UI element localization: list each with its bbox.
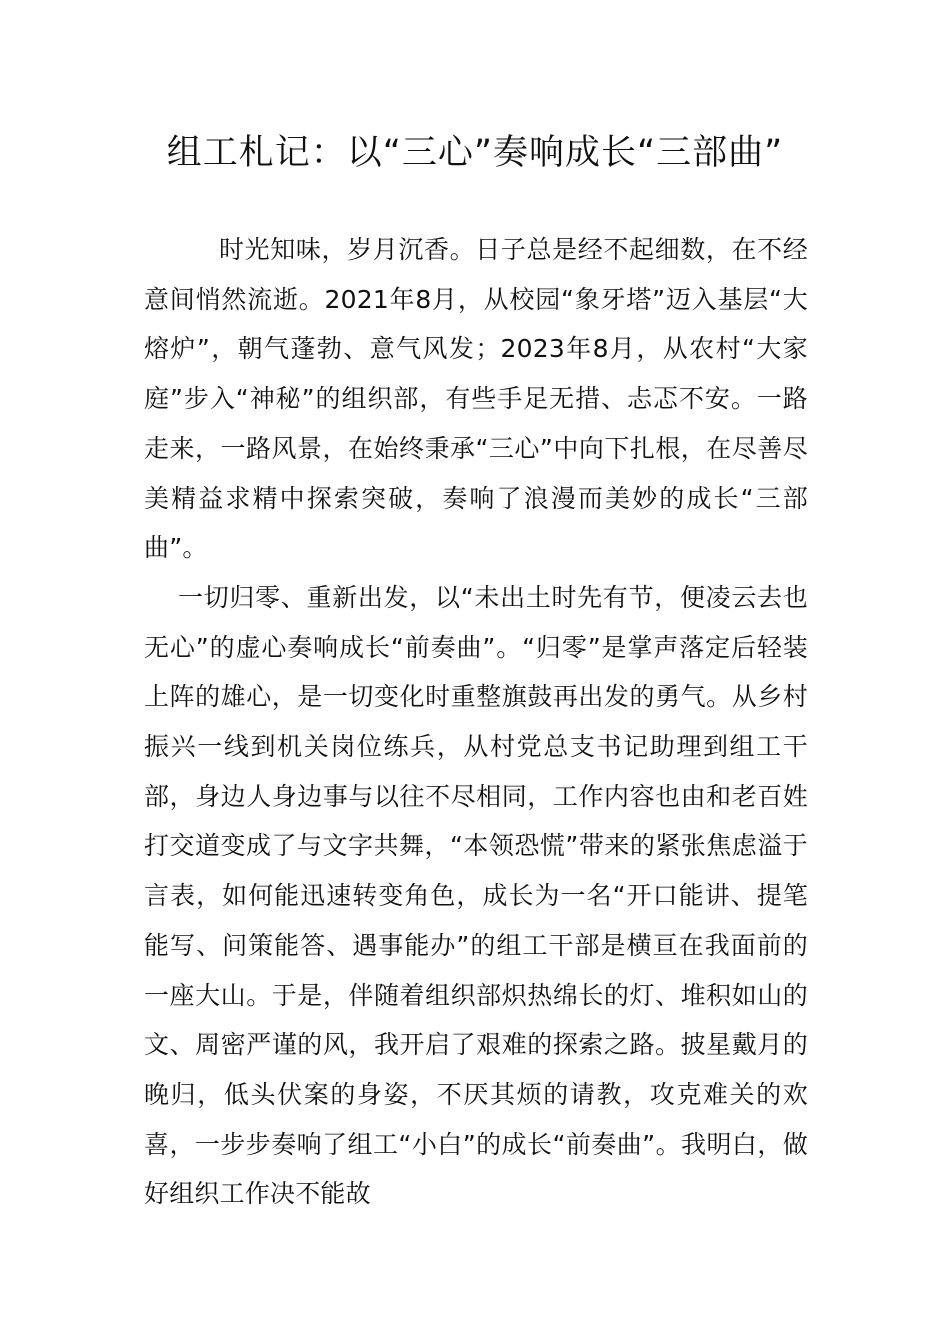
document-body (144, 225, 808, 1219)
paragraph-intro: 时光知味，岁月沉香。日子总是经不起细数，在不经意间悄然流逝。2021年8月，从校园“象牙塔”迈入基层“大熔炉”，朝气蓬勃、意气风发；2023年8月，从农村“大家庭”步入“神秘”的组织部，有些手足无措、忐忑不安。一路走来，一路风景，在始终秉承“三心”中向下扎根，在尽善尽美精益求精中探索突破，奏响了浪漫而美妙的成长“三部曲”。 (144, 235, 808, 563)
document-title: 组工札记：以“三心”奏响成长“三部曲” (166, 133, 784, 173)
paragraph-prelude: 一切归零、重新出发，以“未出土时先有节，便凌云去也无心”的虚心奏响成长“前奏曲”。“归零”是掌声落定后轻装上阵的雄心，是一切变化时重整旗鼓再出发的勇气。从乡村振兴一线到机关岗位练兵，从村党总支书记助理到组工干部，身边人身边事与以往不尽相同，工作内容也由和老百姓打交道变成了与文字共舞，“本领恐慌”带来的紧张焦虑溢于言表，如何能迅速转变角色，成长为一名“开口能讲、提笔能写、问策能答、遇事能办”的组工干部是横亘在我面前的一座大山。于是，伴随着组织部炽热绵长的灯、堆积如山的文、周密严谨的风，我开启了艰难的探索之路。披星戴月的晚归，低头伏案的身姿，不厌其烦的请教，攻克难关的欢喜，一步步奏响了组工“小白”的成长“前奏曲”。我明白，做好组织工作决不能故 (144, 582, 808, 1209)
